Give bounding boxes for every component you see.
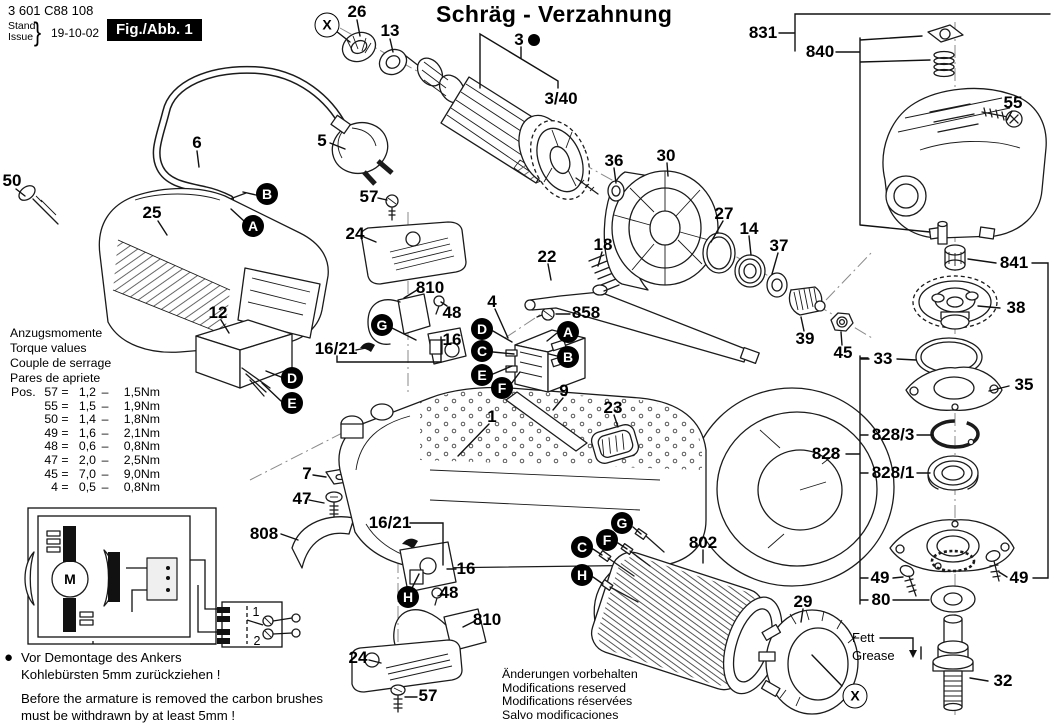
part-number-label: 35 <box>1014 375 1034 394</box>
part-number-label: 16 <box>442 330 462 349</box>
torque-eq: = <box>61 398 69 413</box>
switch-terminal-2: 2 <box>253 634 261 648</box>
torque-pos: 55 <box>44 398 58 413</box>
torque-max: 9,0Nm <box>123 466 160 481</box>
torque-max: 0,8Nm <box>123 439 160 454</box>
torque-pos: 47 <box>44 452 58 467</box>
figure-badge: Fig./Abb. 1 <box>107 19 202 41</box>
torque-min: 1,5 <box>78 398 96 413</box>
torque-min: 1,6 <box>78 425 96 440</box>
note-bullet: ● <box>4 649 14 666</box>
torque-eq: = <box>61 466 69 481</box>
torque-eq: = <box>61 452 69 467</box>
part-number-label: 808 <box>249 524 279 543</box>
part-number-label: 831 <box>748 23 778 42</box>
torque-pos: 48 <box>44 439 58 454</box>
torque-dash: – <box>101 439 109 454</box>
wire-letter-marker: G <box>371 314 393 336</box>
modifications-line: Modifications réservées <box>502 694 633 708</box>
wire-letter-marker: B <box>256 183 278 205</box>
part-number-label: 48 <box>442 303 462 322</box>
torque-pos: 4 <box>51 480 58 495</box>
part-number-label: 16/21 <box>314 339 358 358</box>
torque-dash: – <box>101 480 109 495</box>
torque-max: 1,8Nm <box>123 412 160 427</box>
torque-dash: – <box>101 466 109 481</box>
part-number-label: 18 <box>593 235 613 254</box>
torque-min: 0,6 <box>78 439 96 454</box>
part-number-label: 7 <box>302 464 312 483</box>
part-number-label: 50 <box>2 171 22 190</box>
note-line: Vor Demontage des Ankers <box>21 650 182 665</box>
torque-pos: 49 <box>44 425 58 440</box>
part-number-label: 1 <box>487 407 497 426</box>
part-number-label: 802 <box>688 533 718 552</box>
torque-max: 2,5Nm <box>123 452 160 467</box>
part-number-label: 16 <box>456 559 476 578</box>
part-number-label: 27 <box>714 204 734 223</box>
torque-dash: – <box>101 412 109 427</box>
part-number-label: 841 <box>999 253 1029 272</box>
brace-glyph: } <box>33 17 42 47</box>
note-line: must be withdrawn by at least 5mm ! <box>21 708 236 723</box>
part-number-label: 12 <box>208 303 228 322</box>
wire-letter-marker: A <box>242 215 264 237</box>
part-number-label: 3 <box>514 30 524 49</box>
modifications-line: Salvo modificaciones <box>502 707 619 722</box>
part-number-label: 3/40 <box>544 89 578 108</box>
grease-label-de: Fett <box>852 630 875 645</box>
torque-eq: = <box>61 480 69 495</box>
part-number-label: 26 <box>347 2 367 21</box>
torque-eq: = <box>61 412 69 427</box>
part-number-label: 37 <box>769 236 789 255</box>
modifications-line: Änderungen vorbehalten <box>502 667 638 681</box>
part-number-label: 4 <box>487 292 497 311</box>
torque-min: 7,0 <box>78 466 96 481</box>
part-number-label: 57 <box>359 187 379 206</box>
torque-eq: = <box>61 425 69 440</box>
part-number-label: 49 <box>1009 568 1029 587</box>
wire-letter-marker: E <box>471 364 493 386</box>
part-number-label: 24 <box>345 224 365 243</box>
wire-letter-marker: E <box>281 392 303 414</box>
issue-date: 19-10-02 <box>51 26 100 40</box>
x-reference-marker: X <box>843 684 868 709</box>
torque-max: 1,9Nm <box>123 398 160 413</box>
torque-pos: 50 <box>44 412 58 427</box>
torque-dash: – <box>101 385 109 399</box>
torque-min: 1,4 <box>78 412 96 427</box>
torque-max: 2,1Nm <box>123 425 160 440</box>
part-number-label: 80 <box>871 590 891 609</box>
part-number-label: 828/3 <box>871 425 915 444</box>
part-number-label: 14 <box>739 219 759 238</box>
torque-dash: – <box>101 452 109 467</box>
part-number-label: 23 <box>603 398 623 417</box>
wire-letter-marker: B <box>557 346 579 368</box>
note-line: Before the armature is removed the carbon brushes <box>21 691 324 706</box>
part-number-label: 36 <box>604 151 624 170</box>
stand-label: Stand <box>8 20 36 32</box>
torque-min: 1,2 <box>78 385 96 399</box>
part-number-label: 29 <box>793 592 813 611</box>
part-number-label: 24 <box>348 648 368 667</box>
wire-letter-marker: C <box>571 536 593 558</box>
torque-min: 0,5 <box>78 480 96 495</box>
torque-dash: – <box>101 398 109 413</box>
part-number-label: 55 <box>1003 93 1023 112</box>
torque-eq: = <box>61 385 69 399</box>
wire-letter-marker: D <box>471 318 493 340</box>
switch-terminal-1: 1 <box>252 605 260 619</box>
part-number-label: 828/1 <box>871 463 915 482</box>
wire-letter-marker: C <box>471 340 493 362</box>
part-number-label: 5 <box>317 131 327 150</box>
modifications-line: Modifications reserved <box>502 680 626 695</box>
type-number: 3 601 C88 108 <box>8 3 94 18</box>
part-number-label: 9 <box>559 381 569 400</box>
part-number-label: 6 <box>192 133 202 152</box>
part-number-label: 810 <box>472 610 502 629</box>
part-number-label: 16/21 <box>368 513 412 532</box>
torque-heading-line: Couple de serrage <box>10 356 112 370</box>
part-number-label: 32 <box>993 671 1013 690</box>
part-number-label: 840 <box>805 42 835 61</box>
x-reference-marker: X <box>315 13 340 38</box>
part-number-label: 30 <box>656 146 676 165</box>
torque-pos-label: Pos. <box>11 385 36 399</box>
issue-label: Issue <box>8 31 34 43</box>
torque-min: 2,0 <box>78 452 96 467</box>
torque-max: 1,5Nm <box>123 385 160 399</box>
part-number-label: 810 <box>415 278 445 297</box>
torque-pos: 57 <box>44 385 58 399</box>
torque-heading-line: Torque values <box>10 341 87 355</box>
grease-label-en: Grease <box>852 648 895 663</box>
torque-max: 0,8Nm <box>123 480 160 495</box>
torque-heading-line: Anzugsmomente <box>10 326 103 340</box>
part-number-label: 45 <box>833 343 853 362</box>
part-number-label: 49 <box>870 568 890 587</box>
part-number-label: 22 <box>537 247 557 266</box>
torque-eq: = <box>61 439 69 454</box>
part-number-label: 858 <box>571 303 601 322</box>
part-number-label: 48 <box>439 583 459 602</box>
wire-letter-marker: G <box>611 512 633 534</box>
wire-letter-marker: H <box>397 586 419 608</box>
page-title: Schräg - Verzahnung <box>436 1 673 27</box>
wire-letter-marker: A <box>557 321 579 343</box>
wire-letter-marker: D <box>281 367 303 389</box>
motor-symbol-label: M <box>64 571 76 587</box>
wire-letter-marker: F <box>596 529 618 551</box>
part-number-label: 47 <box>292 489 312 508</box>
note-line: Kohlebürsten 5mm zurückziehen ! <box>21 667 221 682</box>
wire-letter-marker: H <box>571 564 593 586</box>
part-number-label: 38 <box>1006 298 1026 317</box>
part-number-label: 57 <box>418 686 438 705</box>
part-number-label: 39 <box>795 329 815 348</box>
torque-dash: – <box>101 425 109 440</box>
part-number-label: 828 <box>811 444 841 463</box>
part-number-label: 13 <box>380 21 400 40</box>
torque-heading-line: Pares de apriete <box>10 371 101 385</box>
torque-pos: 45 <box>44 466 58 481</box>
wire-letter-marker: F <box>491 377 513 399</box>
part-number-label: 25 <box>142 203 162 222</box>
part-number-label: 33 <box>873 349 893 368</box>
